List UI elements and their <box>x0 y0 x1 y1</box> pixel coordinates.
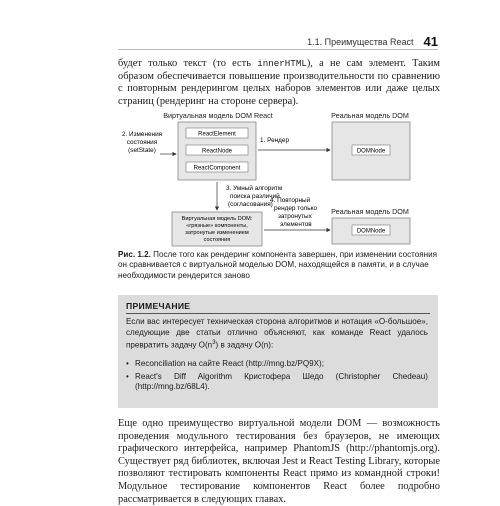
figure-caption <box>118 250 440 281</box>
virtual-dom-diagram <box>100 104 440 248</box>
virtual-dom-title: Виртуальная модель DOM React <box>163 111 273 120</box>
real-dom-title-bottom: Реальная модель DOM <box>331 207 409 216</box>
note-body-text-2: ) в задачу O(n): <box>215 340 274 350</box>
figure-caption-text: После того как рендеринг компонента завершен, при изменении состояния он сравнивается с виртуальной моделью DOM, находящейся в памяти, и в случае необходимости рендерится заново <box>118 250 438 280</box>
paragraph-top <box>118 58 440 108</box>
page-number: 41 <box>423 34 438 49</box>
note-rule <box>126 313 430 314</box>
step4-line1: 4. Повторный <box>270 197 311 204</box>
note-bullet-item <box>126 372 428 393</box>
figure-caption-label: Рис. 1.2. <box>118 250 151 259</box>
step2-line1: 2. Изменения <box>121 131 163 138</box>
step4-line2: рендер только <box>274 205 317 212</box>
dirty-line2: «грязные» компоненты, <box>186 223 248 229</box>
step2-line3: (setState) <box>128 147 156 154</box>
note-body <box>126 317 428 351</box>
dom-node-label-bottom: DOMNode <box>356 228 386 235</box>
react-element-label: ReactElement <box>198 131 236 138</box>
dom-node-label-top: DOMNode <box>356 148 386 155</box>
running-header <box>307 34 438 49</box>
note-title: ПРИМЕЧАНИЕ <box>126 301 191 311</box>
note-bullet-text: Reconciliation на сайте React (http://mng.bz/PQ9X); <box>135 359 324 368</box>
inline-code-innerhtml: innerHTML <box>257 58 307 69</box>
step3-line3: (согласования) <box>228 201 273 208</box>
header-rule <box>118 49 438 50</box>
step2-line2: состояния <box>126 139 158 146</box>
note-bullet-item <box>126 359 428 370</box>
note-bullet-list <box>126 359 428 395</box>
step1-label: 1. Рендер <box>260 137 290 144</box>
dirty-line3: затронутые изменением <box>185 230 249 236</box>
step3-line2: поиска различий <box>230 193 280 200</box>
bullet-icon: • <box>126 371 129 381</box>
running-header-section: 1.1. Преимущества React <box>307 36 414 47</box>
paragraph-top-text-2: ), а не сам элемент. Таким образом обеспечивается повышение производительности по сравнению с повторным рендерингом целых наборов элементов или даже целых страниц (рендеринг на стороне сервера). <box>118 58 440 107</box>
note-body-superscript: 3 <box>212 340 216 347</box>
dirty-line1: Виртуальная модель DOM: <box>181 216 253 222</box>
react-component-label: ReactComponent <box>193 165 241 172</box>
react-node-label: ReactNode <box>201 148 233 155</box>
note-body-text-1: Если вас интересует техническая сторона алгоритмов и нотация «О-большое», следующие две статьи отлично объясняют, как команде React удалось превратить задачу O(n <box>126 317 428 350</box>
paragraph-top-text-1: будет только текст (то есть <box>118 58 258 69</box>
dirty-line4: состояния <box>203 237 231 243</box>
paragraph-bottom: Еще одно преимущество виртуальной модели DOM — возможность проведения модульного тестирования без браузеров, не имеющих графического интерфейса, например PhantomJS (http://phantomjs.org). Существует ряд библиотек, включая Jest и React Testing Library, которые позволяют тестировать компоненты React прямо из командной строки! Модульное тестирование компонентов React более подробно рассматривается в следующих главах. <box>118 418 440 505</box>
note-box <box>118 295 438 408</box>
note-bullet-text: React's Diff Algorithm Кристофера Шедо (Christopher Chedeau) (http://mng.bz/68L4). <box>135 371 428 392</box>
real-dom-title-top: Реальная модель DOM <box>331 111 409 120</box>
step3-line1: 3. Умный алгоритм <box>226 185 283 192</box>
bullet-icon: • <box>126 359 129 368</box>
step4-line4: элементов <box>280 221 312 228</box>
step4-line3: затронутых <box>278 213 312 220</box>
